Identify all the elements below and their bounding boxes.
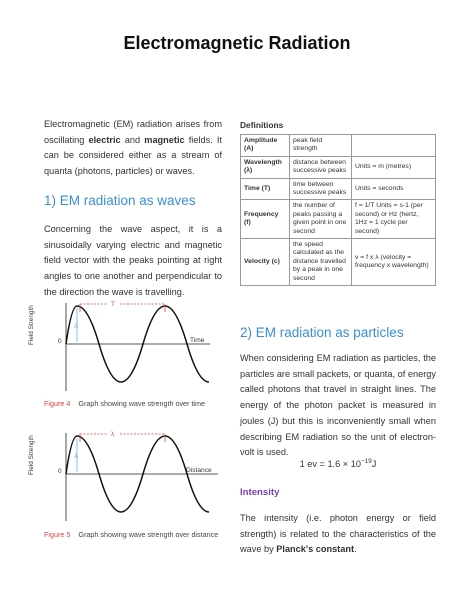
definition-row-amplitude: [241, 135, 436, 157]
formula-exponent: −19: [360, 458, 372, 465]
intensity-paragraph: [240, 511, 436, 558]
section2-paragraph: When considering EM radiation as particles, the particles are small packets, or quanta, of energy called photons that travel in straight lines. The energy of the photon packet is measured in joules (J) but this is inconveniently small when describing EM radiation so the unit of electron-volt is used.: [240, 353, 436, 458]
definition-text: the speed calculated as the distance travelled by a peak in one second: [290, 239, 352, 286]
figure4-graph: [28, 295, 224, 395]
figure4-zero: 0: [58, 338, 62, 345]
intro-text-1: Electromagnetic (EM) radiation arises from oscillating: [44, 119, 222, 145]
section1-paragraph: Concerning the wave aspect, it is a sinusoidally varying electric and magnetic field vector with the peaks pointing at right angles to one another and perpendicular to the direction the wave is travelling.: [44, 224, 222, 297]
figure4-number: Figure 4: [44, 399, 71, 408]
figure5-zero: 0: [58, 468, 62, 475]
definition-units: f = 1/T Units = s-1 (per second) or Hz (hertz, 1Hz = 1 cycle per second): [352, 200, 436, 239]
definition-text: distance between successive peaks: [290, 156, 352, 178]
figure4-caption: [44, 399, 205, 408]
definition-row-wavelength: [241, 156, 436, 178]
formula-base: 1 ev = 1.6 × 10: [299, 459, 361, 470]
intensity-text-end: .: [354, 544, 357, 555]
definition-text: the number of peaks passing a given point in one second: [290, 200, 352, 239]
intro-paragraph: [44, 117, 222, 180]
electron-volt-formula: [240, 458, 436, 469]
formula-unit: J: [371, 459, 377, 470]
intensity-heading: Intensity: [240, 487, 280, 498]
definitions-table: [240, 134, 436, 286]
definitions-title: Definitions: [240, 120, 284, 130]
intro-text-3: fields. It can be considered either as a stream of quanta (photons, particles) or waves.: [44, 134, 222, 177]
figure4-ylabel: Field Strength: [28, 305, 35, 345]
definition-term: Amplitude (A): [241, 135, 290, 157]
figure4-caption-text: Graph showing wave strength over time: [78, 399, 206, 408]
definition-text: peak field strength: [290, 135, 352, 157]
page-title: Electromagnetic Radiation: [123, 33, 351, 53]
figure5-caption: [44, 530, 218, 539]
definition-term: Velocity (c): [241, 239, 290, 286]
figure5-wavelength-label: λ: [111, 431, 115, 438]
section1-heading: 1) EM radiation as waves: [44, 193, 196, 208]
definition-row-velocity: [241, 239, 436, 286]
figure4-xlabel: Time: [190, 337, 205, 344]
intro-text-2: and: [120, 134, 145, 145]
intro-bold-electric: electric: [88, 134, 121, 145]
figure5-xlabel: Distance: [186, 467, 212, 474]
figure4-amplitude-label: A: [74, 323, 79, 330]
definition-term: Time (T): [241, 178, 290, 200]
definition-term: Frequency (f): [241, 200, 290, 239]
definition-row-frequency: [241, 200, 436, 239]
section2-heading: 2) EM radiation as particles: [240, 325, 404, 340]
figure5-number: Figure 5: [44, 530, 71, 539]
figure5-graph: [28, 425, 224, 525]
intensity-text: The intensity (i.e. photon energy or field strength) is related to the characteristics of the wave by: [240, 513, 436, 555]
definition-units: [352, 135, 436, 157]
figure5-ylabel: Field Strength: [28, 435, 35, 475]
definition-units: Units = seconds: [352, 178, 436, 200]
definition-text: time between successive peaks: [290, 178, 352, 200]
figure5-amplitude-label: A: [74, 453, 79, 460]
definition-row-time: [241, 178, 436, 200]
figure4-period-label: T: [111, 301, 115, 308]
definition-units: Units = m (metres): [352, 156, 436, 178]
intensity-bold-plancks-constant: Planck's constant: [276, 544, 355, 555]
definition-term: Wavelength (λ): [241, 156, 290, 178]
definition-units: v = f x λ (velocity = frequency x wavelength): [352, 239, 436, 286]
intro-bold-magnetic: magnetic: [144, 134, 185, 145]
figure5-caption-text: Graph showing wave strength over distance: [78, 530, 219, 539]
